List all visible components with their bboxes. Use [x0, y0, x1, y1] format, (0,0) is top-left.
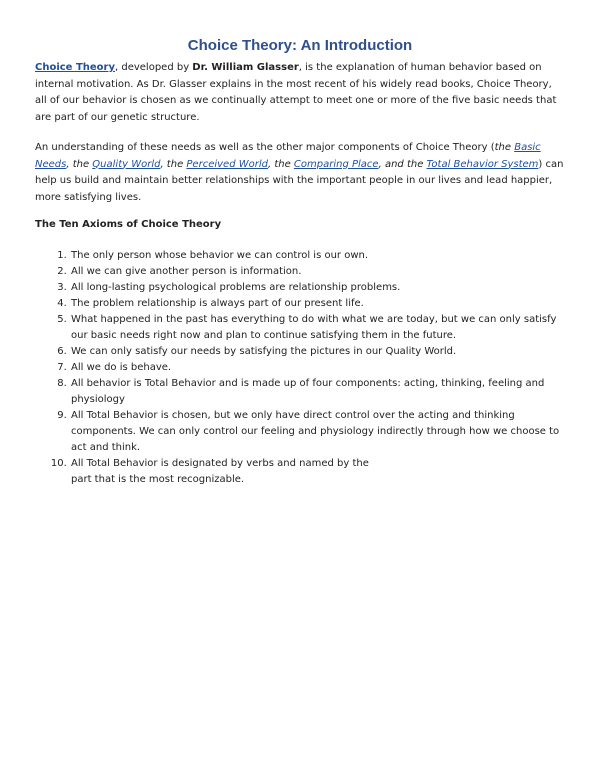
axiom-item: 8. All behavior is Total Behavior and is made up of four components: acting, thinking, feeling and physiology — [70, 376, 570, 408]
understanding-sep-1: , the — [66, 158, 93, 170]
page-title: Choice Theory: An Introduction — [187, 37, 413, 54]
total-behavior-system-link[interactable]: Total Behavior System — [426, 158, 539, 170]
basic-needs-link[interactable]: Basic Needs — [35, 142, 541, 170]
axiom-item: 7. All we do is behave. — [70, 360, 570, 376]
understanding-the-1: the — [494, 142, 515, 153]
perceived-world-link[interactable]: Perceived World — [186, 158, 268, 170]
understanding-text-2: ) can help us build and maintain better relationships with the important people in our lives and lead happier, more satisfying lives. — [35, 158, 564, 203]
understanding-sep-3: , the — [267, 158, 294, 170]
axioms-list — [52, 248, 570, 488]
intro-text-1: , developed by — [115, 62, 193, 73]
intro-paragraph — [35, 60, 565, 126]
author-name: Dr. William Glasser — [192, 62, 299, 73]
axioms-heading: The Ten Axioms of Choice Theory — [35, 219, 222, 230]
comparing-place-link[interactable]: Comparing Place — [293, 158, 379, 170]
understanding-text-1: An understanding of these needs as well as the other major components of Choice Theory ( — [35, 142, 495, 153]
understanding-paragraph — [35, 140, 565, 206]
understanding-sep-2: , the — [160, 158, 187, 170]
understanding-sep-4: , and the — [378, 158, 427, 170]
axiom-item: 2. All we can give another person is information. — [70, 264, 570, 280]
axiom-item: 4. The problem relationship is always part of our present life. — [70, 296, 570, 312]
axiom-item: 6. We can only satisfy our needs by satisfying the pictures in our Quality World. — [70, 344, 570, 360]
choice-theory-link[interactable]: Choice Theory — [35, 62, 115, 73]
axiom-item: 9. All Total Behavior is chosen, but we only have direct control over the acting and thinking components. We can only control our feeling and physiology indirectly through how we choose to act and think. — [70, 408, 570, 456]
quality-world-link[interactable]: Quality World — [92, 158, 161, 170]
axiom-item: 5. What happened in the past has everything to do with what we are today, but we can only satisfy our basic needs right now and plan to continue satisfying them in the future. — [70, 312, 570, 344]
axiom-item: 3. All long-lasting psychological problems are relationship problems. — [70, 280, 570, 296]
axiom-item: 1. The only person whose behavior we can control is our own. — [70, 248, 570, 264]
axiom-item: 10. All Total Behavior is designated by verbs and named by the part that is the most recognizable. — [70, 456, 371, 488]
intro-text-2: , is the explanation of human behavior based on internal motivation. As Dr. Glasser explains in the most recent of his widely read books, Choice Theory, all of our behavior is chosen as we continually attempt to meet one or more of the five basic needs that are part of our genetic structure. — [35, 62, 557, 123]
